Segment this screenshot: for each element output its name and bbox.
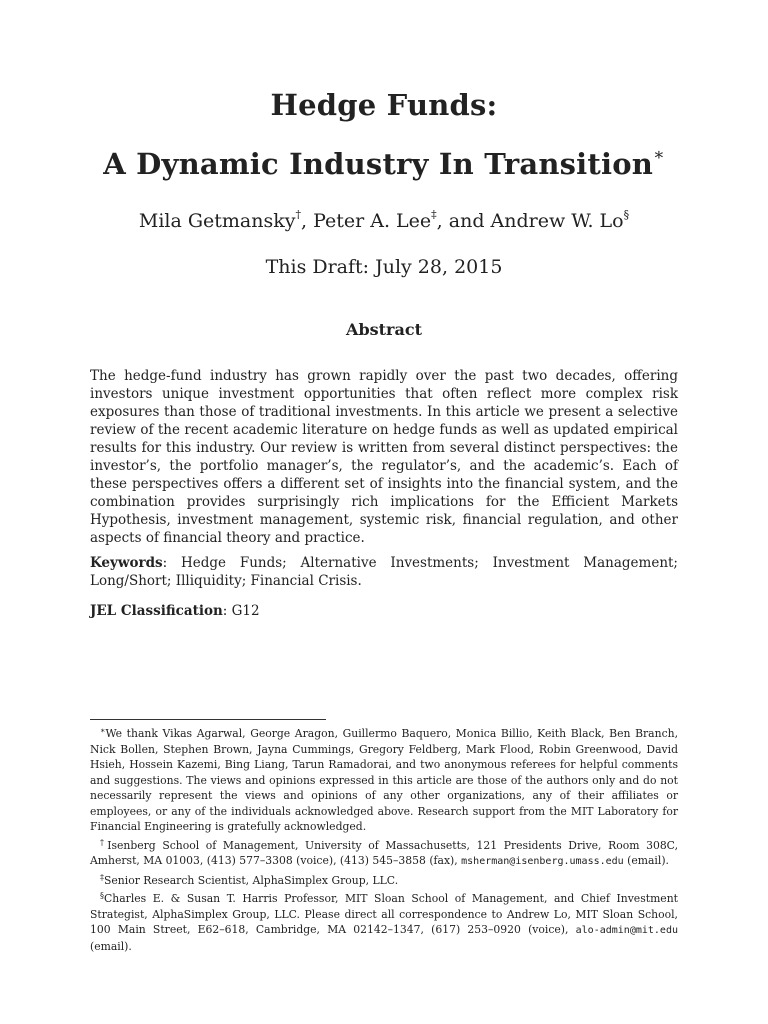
- footnote-suffix: (email).: [90, 939, 132, 953]
- keywords-paragraph: [90, 554, 678, 590]
- footnote-acknowledgements: [90, 723, 678, 835]
- paper-title-line-2: [0, 145, 768, 181]
- jel-text: : G12: [222, 603, 260, 619]
- author-lo: , and Andrew W. Lo: [436, 210, 624, 232]
- footnote-text: Charles E. & Susan T. Harris Professor, MIT Sloan School of Management, and Chief Investment Strategist, AlphaSimplex Group, LLC. Please direct all correspondence to Andrew Lo, MIT Sloan School, 100 Main Street, E62–618, Cambridge, MA 02142–1347, (617) 253–0920 (voice),: [90, 892, 678, 936]
- author-list: [0, 208, 768, 232]
- footnote-suffix: (email).: [623, 854, 669, 867]
- author-mark-dagger: †: [295, 208, 301, 221]
- footnote-divider: [90, 719, 326, 720]
- jel-label: JEL Classification: [90, 603, 223, 619]
- footnote-getmansky: [90, 835, 678, 870]
- footnote-text: Senior Research Scientist, AlphaSimplex Group, LLC.: [104, 873, 399, 887]
- footnote-lee: [90, 870, 678, 889]
- footnote-lo: [90, 888, 678, 954]
- abstract-text: The hedge-fund industry has grown rapidly over the past two decades, offering investors unique investment opportunities that often reflect more complex risk exposures than those of traditional investments. In this article we present a selective review of the recent academic literature on hedge funds as well as updated empirical results for this industry. Our review is written from several distinct perspectives: the investor’s, the portfolio manager’s, the regulator’s, and the academic’s. Each of these perspectives offers a different set of insights into the financial system, and the combination provides surprisingly rich implications for the Efficient Markets Hypothesis, investment management, systemic risk, financial regulation, and other aspects of financial theory and practice.: [90, 368, 678, 546]
- email-link[interactable]: msherman@isenberg.umass.edu: [461, 856, 624, 867]
- footnote-mark: §: [100, 891, 104, 900]
- author-mark-double-dagger: ‡: [431, 208, 437, 221]
- footnotes: [90, 723, 678, 954]
- footnote-mark: ‡: [100, 872, 104, 882]
- author-lee: , Peter A. Lee: [301, 210, 432, 232]
- abstract-heading: Abstract: [346, 320, 422, 339]
- paper-title-line-1: Hedge Funds:: [270, 88, 498, 122]
- footnote-text: We thank Vikas Agarwal, George Aragon, Guillermo Baquero, Monica Billio, Keith Black, Ben Branch, Nick Bollen, Stephen Brown, Jayna Cummings, Gregory Feldberg, Mark Flood, Robin Greenwood, David Hsieh, Hossein Kazemi, Bing Liang, Tarun Ramadorai, and two anonymous referees for helpful comments and suggestions. The views and opinions expressed in this article are those of the authors only and do not necessarily represent the views and opinions of any other organizations, any of their affiliates or employees, or any of the individuals acknowledged above. Research support from the MIT Laboratory for Financial Engineering is gratefully acknowledged.: [90, 727, 678, 833]
- footnote-mark: †: [100, 837, 108, 847]
- keywords-text: : Hedge Funds; Alternative Investments; Investment Management; Long/Short; Illiquidity; Financial Crisis.: [90, 555, 678, 589]
- jel-classification: [90, 602, 678, 620]
- email-link[interactable]: alo-admin@mit.edu: [575, 925, 678, 936]
- author-getmansky: Mila Getmansky: [138, 210, 296, 232]
- author-mark-section: §: [623, 208, 630, 221]
- keywords-label: Keywords: [90, 555, 163, 571]
- draft-date: This Draft: July 28, 2015: [265, 256, 503, 278]
- paper-title-text: A Dynamic Industry In Transition: [103, 147, 654, 181]
- footnote-mark: ∗: [100, 726, 106, 735]
- title-footnote-mark: ∗: [653, 145, 665, 165]
- footnote-text: Isenberg School of Management, University of Massachusetts, 121 Presidents Drive, Room 308C, Amherst, MA 01003, (413) 577–3308 (voice), (413) 545–3858 (fax),: [90, 838, 678, 867]
